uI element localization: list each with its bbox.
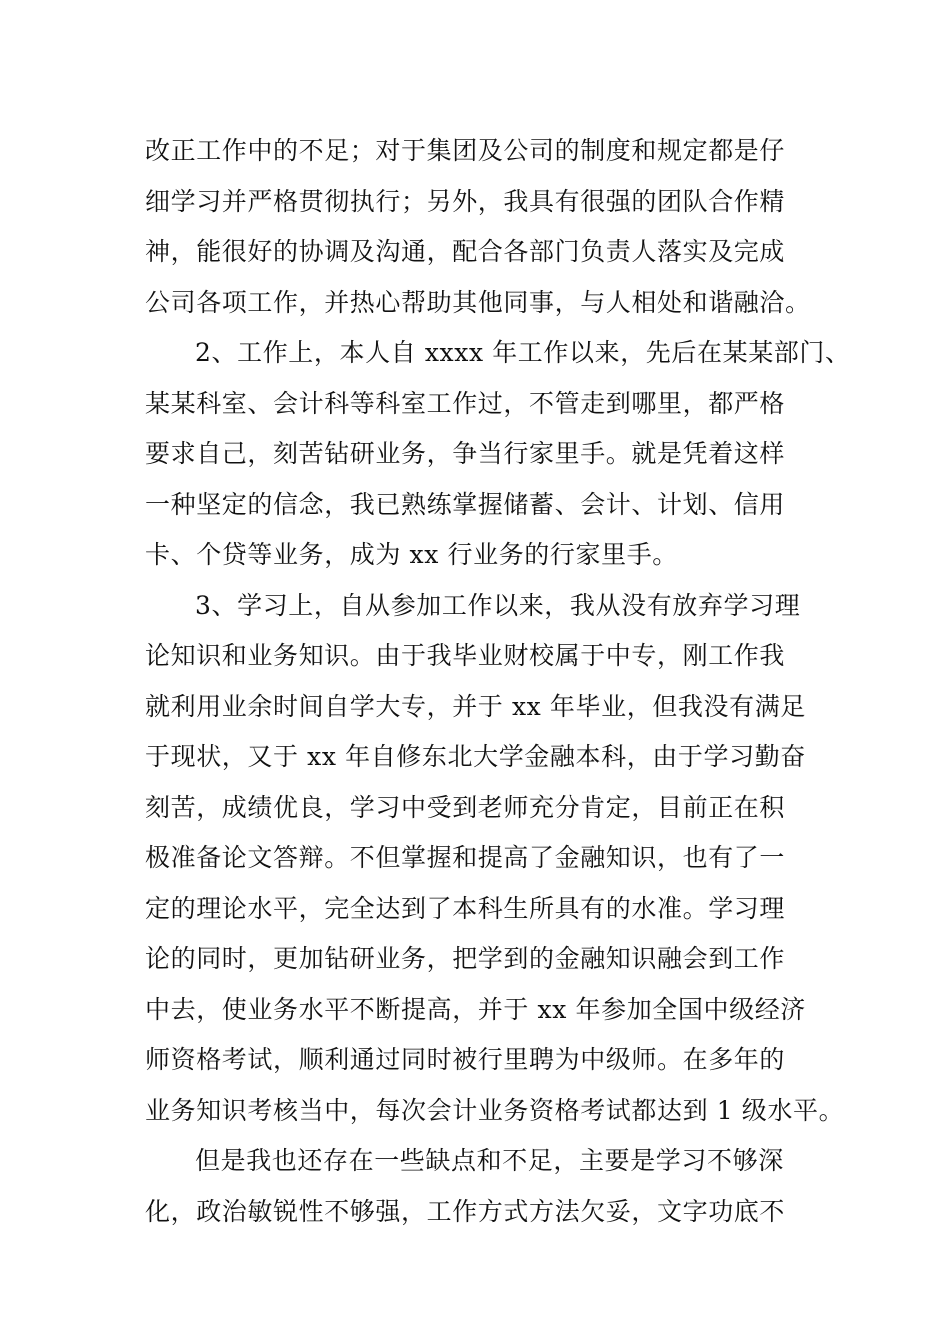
text-line: 极准备论文答辩。不但掌握和提高了金融知识，也有了一	[145, 843, 786, 872]
text-line: 于现状，又于 xx 年自修东北大学金融本科，由于学习勤奋	[145, 742, 806, 771]
text-line: 定的理论水平，完全达到了本科生所具有的水准。学习理	[145, 893, 786, 923]
text-line: 2、工作上，本人自 xxxx 年工作以来，先后在某某部门、	[195, 338, 851, 367]
text-line: 中去，使业务水平不断提高，并于 xx 年参加全国中级经济	[145, 994, 806, 1024]
text-line: 论的同时，更加钻研业务，把学到的金融知识融会到工作	[145, 944, 786, 973]
text-line: 神，能很好的协调及沟通，配合各部门负责人落实及完成	[145, 237, 786, 266]
text-line: 化，政治敏锐性不够强，工作方式方法欠妥，文字功底不	[145, 1196, 786, 1226]
text-line: 卡、个贷等业务，成为 xx 行业务的行家里手。	[145, 540, 678, 569]
document-body	[145, 126, 851, 1237]
text-line: 业务知识考核当中，每次会计业务资格考试都达到 1 级水平。	[145, 1095, 845, 1125]
text-line: 师资格考试，顺利通过同时被行里聘为中级师。在多年的	[145, 1045, 786, 1074]
text-line: 细学习并严格贯彻执行；另外，我具有很强的团队合作精	[145, 186, 786, 216]
text-line: 但是我也还存在一些缺点和不足，主要是学习不够深	[195, 1146, 784, 1175]
text-line: 公司各项工作，并热心帮助其他同事，与人相处和谐融洽。	[145, 287, 811, 317]
text-line: 就利用业余时间自学大专，并于 xx 年毕业，但我没有满足	[145, 691, 806, 721]
text-line: 论知识和业务知识。由于我毕业财校属于中专，刚工作我	[145, 641, 786, 670]
text-line: 一种坚定的信念，我已熟练掌握储蓄、会计、计划、信用	[145, 489, 786, 519]
text-line: 要求自己，刻苦钻研业务，争当行家里手。就是凭着这样	[145, 439, 786, 468]
text-line: 3、学习上，自从参加工作以来，我从没有放弃学习理	[195, 590, 801, 620]
text-line: 刻苦，成绩优良，学习中受到老师充分肯定，目前正在积	[145, 792, 786, 822]
text-line: 某某科室、会计科等科室工作过，不管走到哪里，都严格	[145, 388, 786, 418]
text-line: 改正工作中的不足；对于集团及公司的制度和规定都是仔	[145, 136, 786, 165]
